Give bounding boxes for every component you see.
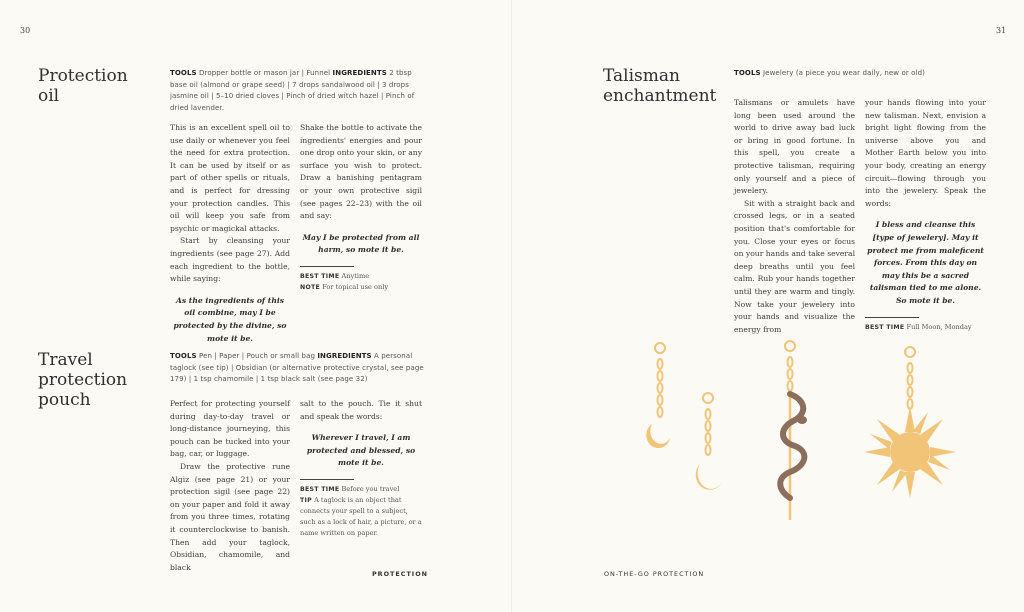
section-title-talisman: Talisman enchantment (603, 66, 717, 106)
spell-chant: I bless and cleanse this [type of jewelery]. May it protect me from maleficent forces. From this day on may this be a sacred talisman tied to me alone. So mote it be. (867, 220, 984, 305)
protection-oil-column-1 (170, 122, 290, 354)
crescent-moon-charm-icon (696, 393, 722, 490)
spell-chant: May I be protected from all harm, so mote it be. (302, 232, 420, 255)
ingredients-text: 2 tbsp base oil (almond or grape seed) | 7 drops sandalwood oil | 3 drops jasmine oil | 5–10 dried cloves | Pinch of dried witch hazel | Pinch of dried lavender. (170, 69, 415, 112)
page-number: 30 (20, 26, 31, 35)
tools-ingredients-travel-pouch (170, 351, 424, 386)
running-footer: PROTECTION (372, 570, 428, 578)
tools-text: Pen | Paper | Pouch or small bag (199, 352, 316, 360)
section-title-travel-pouch: Travel protection pouch (38, 350, 128, 410)
section-title-protection-oil: Protection oil (38, 66, 128, 106)
divider (300, 266, 354, 267)
note: NOTE For topical use only (300, 282, 389, 291)
divider (300, 479, 354, 480)
travel-pouch-column-1 (170, 398, 290, 574)
paragraph: Talismans or amulets have long been used around the world to drive away bad luck or bring in good fortune. In this spell, you create a protective talisman, requiring only yourself and a piece of jewelery. (734, 98, 855, 196)
paragraph: salt to the pouch. Tie it shut and speak the words: (300, 399, 422, 421)
paragraph: This is an excellent spell oil to use daily or whenever you feel the need for extra protection. It can be used by itself or as part of other spells or rituals, and is perfect for dressing your protection candles. This oil will keep you safe from psychic or magickal attacks. (170, 123, 290, 233)
tools-label: TOOLS (170, 352, 197, 360)
running-footer: ON-THE-GO PROTECTION (604, 570, 705, 578)
paragraph: Draw the protective rune Algiz (see page 21) or your protection sigil (see page 22) on your paper and fold it away from you three times, rotating it counterclockwise to banish. Then add your taglock, Obsidian, chamomile, and black (170, 461, 290, 572)
crescent-moon-charm-icon (646, 343, 670, 448)
best-time: BEST TIME Anytime (300, 271, 370, 280)
ingredients-label: INGREDIENTS (317, 352, 372, 360)
snake-sword-charm-icon (780, 341, 807, 520)
ingredients-label: INGREDIENTS (332, 69, 387, 77)
tools-ingredients-protection-oil (170, 68, 424, 114)
tools-text: Jewelery (a piece you wear daily, new or old) (763, 69, 925, 77)
best-time: BEST TIME Before you travel (300, 484, 400, 493)
sun-charm-icon (864, 347, 956, 498)
talisman-column-1 (734, 97, 855, 336)
spell-chant: Wherever I travel, I am protected and blessed, so mote it be. (306, 433, 416, 468)
tools-talisman (734, 68, 994, 80)
paragraph: Start by cleansing your ingredients (see page 27). Add each ingredient to the bottle, while saying: (170, 236, 290, 284)
paragraph: your hands flowing into your new talisman. Next, envision a bright light flowing from the universe above you and Mother Earth below you into your body, creating an energy circuit—flowing through you into the jewelery. Speak the words: (865, 98, 986, 208)
talisman-column-2 (865, 97, 986, 333)
page-number: 31 (996, 26, 1007, 35)
paragraph: Perfect for protecting yourself during day-to-day travel or long-distance journeying, this pouch can be tucked into your bag, car, or luggage. (170, 399, 290, 459)
charms-illustration (630, 334, 960, 534)
protection-oil-column-2 (300, 122, 422, 293)
tools-text: Dropper bottle or mason jar | Funnel (199, 69, 331, 77)
tools-label: TOOLS (170, 69, 197, 77)
tools-label: TOOLS (734, 69, 761, 77)
best-time: BEST TIME Full Moon, Monday (865, 322, 972, 331)
travel-pouch-column-2 (300, 398, 422, 539)
ingredients-text: A personal taglock (see tip) | Obsidian (or alternative protective crystal, see page 179) | 1 tsp chamomile | 1 tsp black salt (see page 32) (170, 352, 424, 383)
paragraph: Shake the bottle to activate the ingredients' energies and pour one drop onto your skin, or any surface you wish to protect. Draw a banishing pentagram or your own protective sigil (see pages 22–23) with the oil and say: (300, 123, 422, 221)
tip: TIP A taglock is an object that connects your spell to a subject, such as a lock of hair, a picture, or a name written on paper. (300, 495, 422, 537)
paragraph: Sit with a straight back and crossed legs, or in a seated position that's comfortable for you. Close your eyes or focus on your hands and take several deep breaths until you feel calm. Rub your hands together until they are warm and tingly. Now take your jewelery into your hands and visualize the energy from (734, 198, 855, 334)
spell-chant: As the ingredients of this oil combine, may I be protected by the divine, so mote it be. (173, 295, 287, 343)
divider (865, 317, 919, 318)
